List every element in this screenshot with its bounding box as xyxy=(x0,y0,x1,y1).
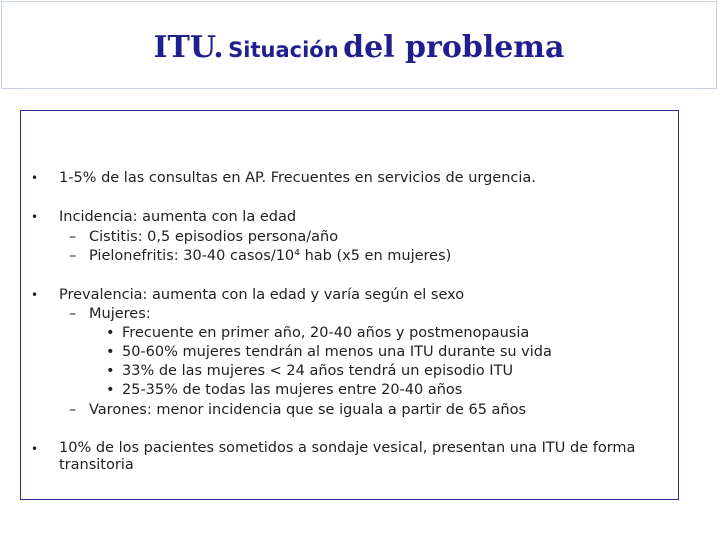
sub-item xyxy=(69,305,151,324)
sub-text: Pielonefritis: 30-40 casos/10⁴ hab (x5 en mujeres) xyxy=(89,248,452,264)
title-part-2: Situación xyxy=(228,38,339,62)
title-part-3: del problema xyxy=(343,30,565,65)
sub-item xyxy=(69,228,338,247)
sub-marker: – xyxy=(69,402,77,418)
bullet-text: 10% de los pacientes sometidos a sondaje vesical, presentan una ITU de forma transitoria xyxy=(59,440,636,473)
sub-sub-item xyxy=(106,381,462,400)
sub-sub-item xyxy=(106,324,529,343)
bullet-text: Incidencia: aumenta con la edad xyxy=(59,209,297,225)
sub-sub-item xyxy=(106,343,552,362)
sub-text: Varones: menor incidencia que se iguala a partir de 65 años xyxy=(89,402,527,418)
content-box xyxy=(20,110,679,500)
sub-item xyxy=(69,247,451,266)
sub-item xyxy=(69,401,526,420)
bullet-text: 1-5% de las consultas en AP. Frecuentes en servicios de urgencia. xyxy=(59,170,536,186)
sub-marker: – xyxy=(69,229,77,245)
bullet-marker: • xyxy=(31,288,39,302)
sub-sub-marker: • xyxy=(106,325,115,341)
sub-sub-text: 50-60% mujeres tendrán al menos una ITU durante su vida xyxy=(122,344,552,360)
bullet-marker: • xyxy=(31,171,39,185)
sub-marker: – xyxy=(69,306,77,322)
sub-text: Mujeres: xyxy=(89,306,151,322)
bullet-text: Prevalencia: aumenta con la edad y varía según el sexo xyxy=(59,287,465,303)
sub-sub-item xyxy=(106,362,513,381)
sub-sub-marker: • xyxy=(106,382,115,398)
bullet-marker: • xyxy=(31,442,39,456)
sub-sub-text: 33% de las mujeres < 24 años tendrá un episodio ITU xyxy=(122,363,514,379)
title-box xyxy=(1,1,717,89)
sub-text: Cistitis: 0,5 episodios persona/año xyxy=(89,229,339,245)
sub-marker: – xyxy=(69,248,77,264)
sub-sub-marker: • xyxy=(106,363,115,379)
slide-title xyxy=(2,30,716,65)
title-part-1: ITU. xyxy=(153,30,224,65)
sub-sub-text: Frecuente en primer año, 20-40 años y postmenopausia xyxy=(122,325,530,341)
sub-sub-marker: • xyxy=(106,344,115,360)
sub-sub-text: 25-35% de todas las mujeres entre 20-40 años xyxy=(122,382,463,398)
bullet-marker: • xyxy=(31,210,39,224)
